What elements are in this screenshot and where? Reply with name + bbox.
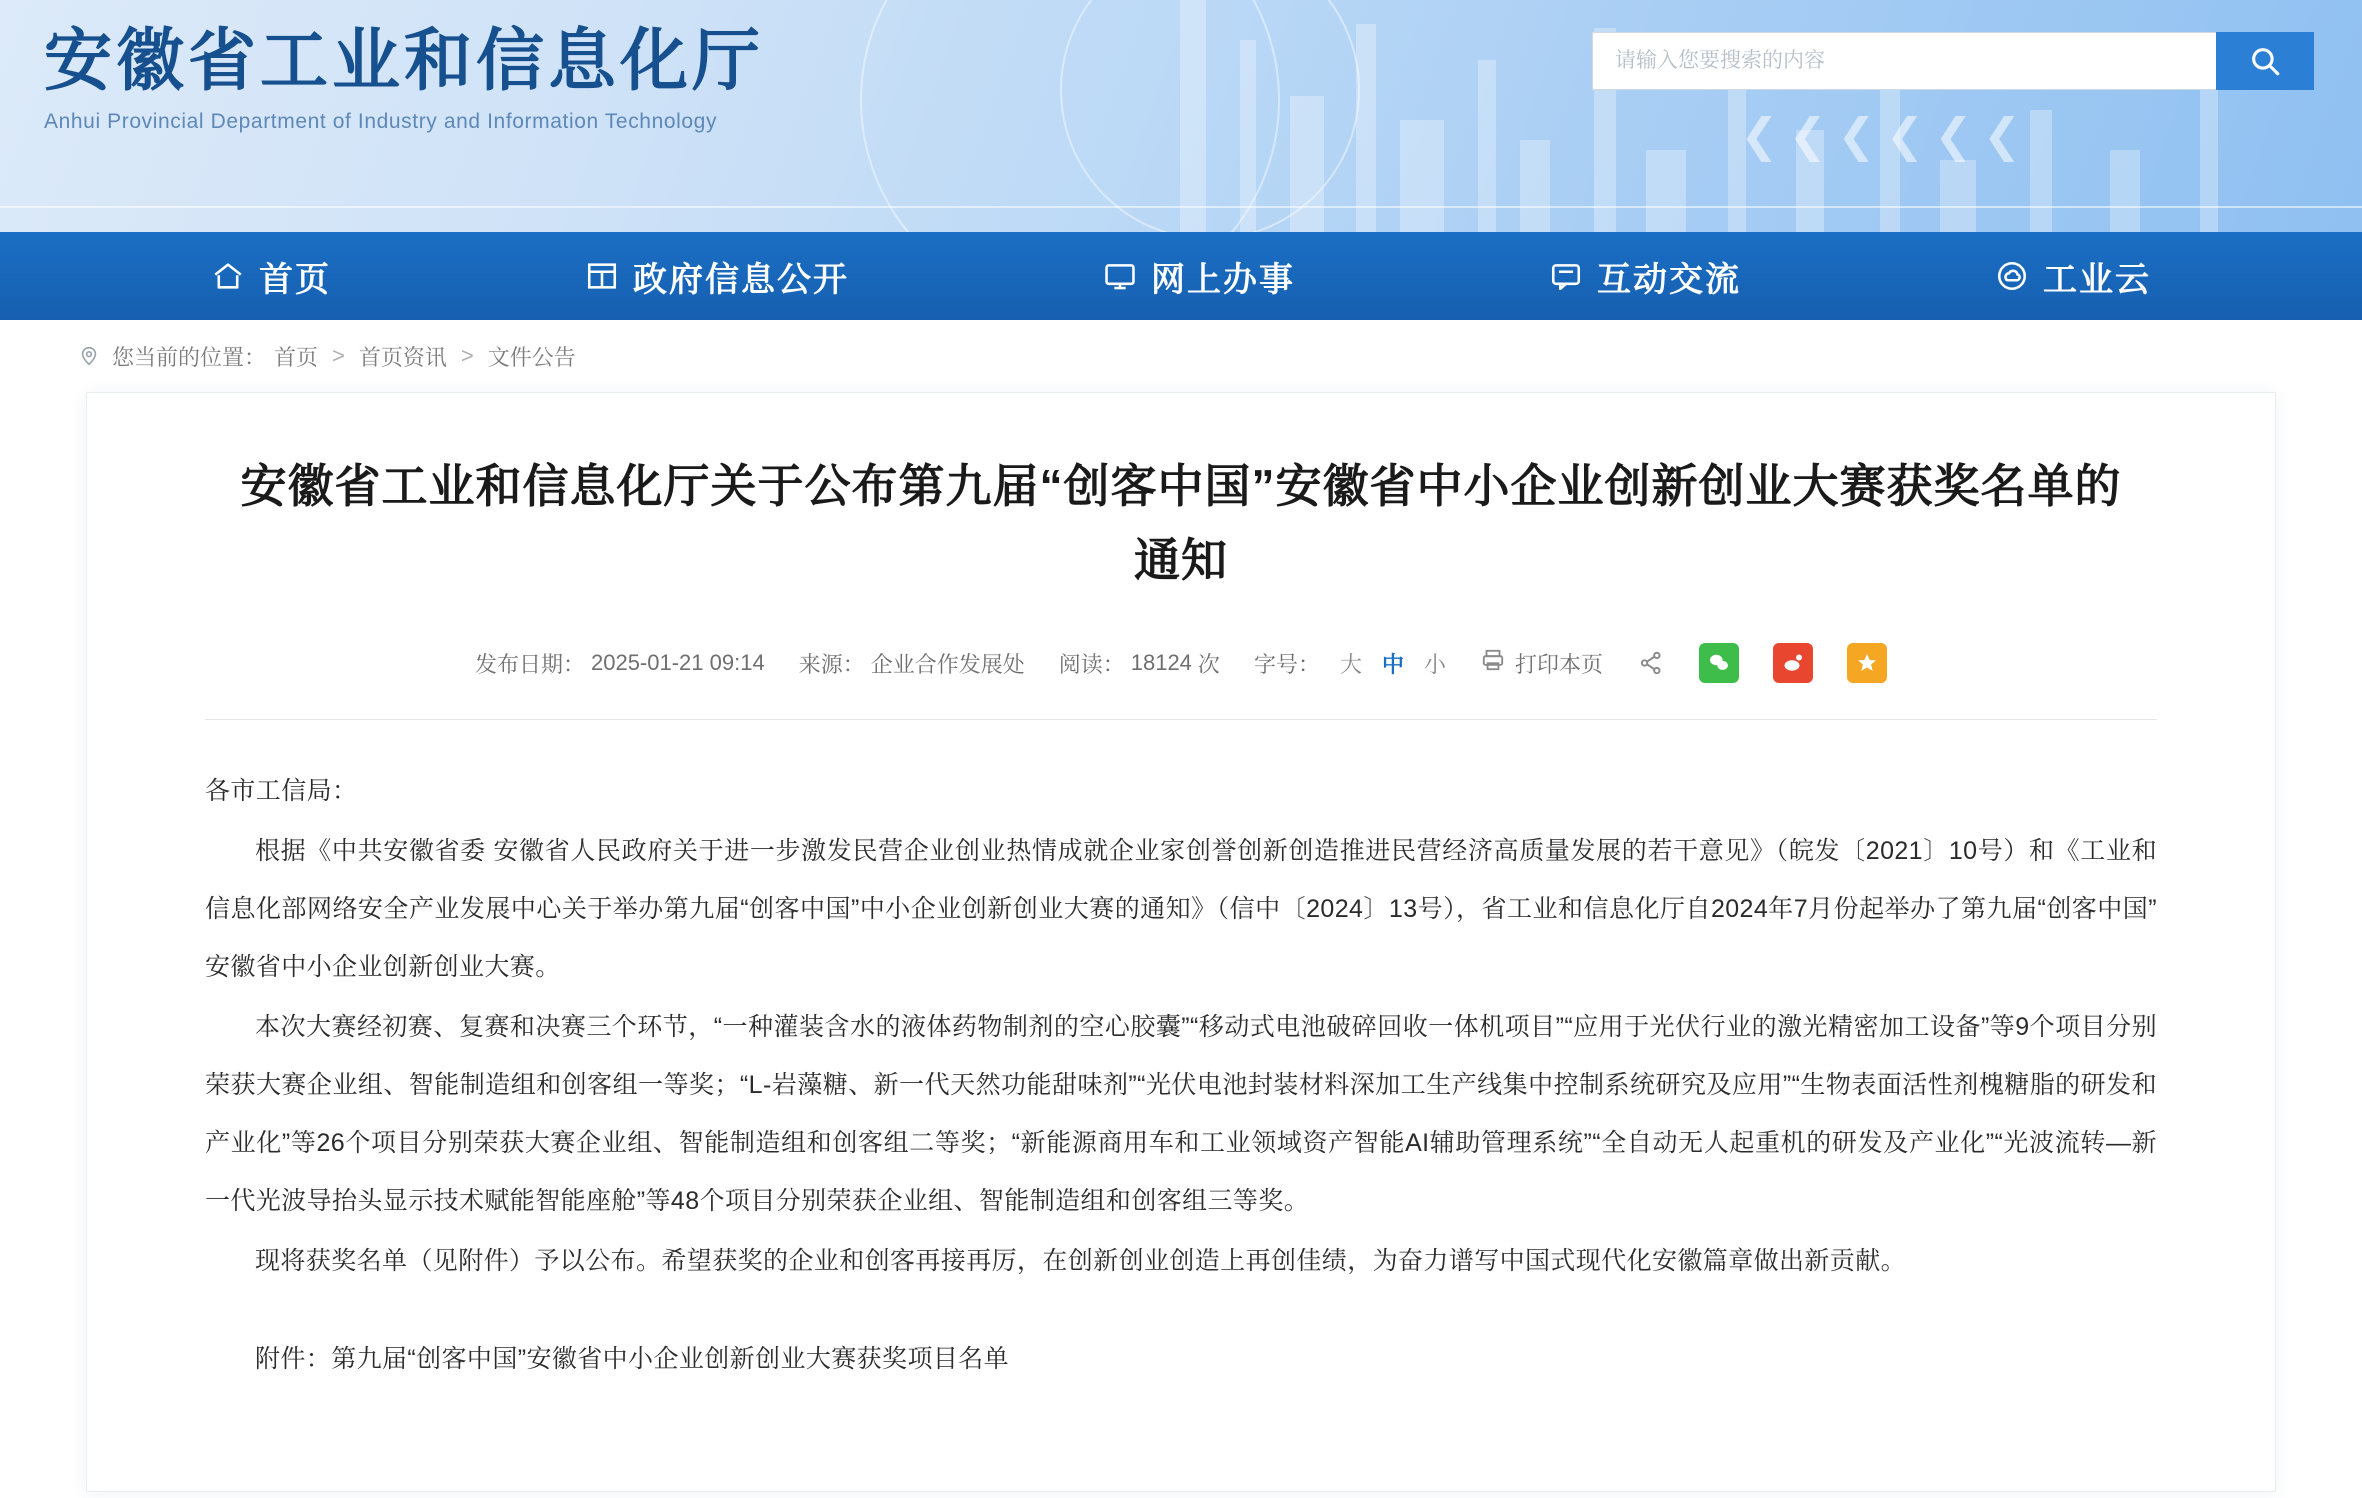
article-attachment: 附件：第九届“创客中国”安徽省中小企业创新创业大赛获奖项目名单: [255, 1345, 1010, 1373]
breadcrumb-item-home[interactable]: 首页: [274, 344, 319, 370]
publish-date-value: 2025-01-21 09:14: [590, 650, 765, 675]
site-title-en: Anhui Provincial Department of Industry and Information Technology: [44, 110, 718, 133]
breadcrumb-item-news[interactable]: 首页资讯: [358, 344, 447, 370]
search-icon: [2248, 44, 2282, 78]
source-label: 来源：: [798, 651, 865, 677]
nav-label-industry-cloud: 工业云: [2043, 260, 2151, 299]
article-paragraph-2: 本次大赛经初赛、复赛和决赛三个环节，“一种灌装含水的液体药物制剂的空心胶囊”“移动式电池破碎回收一体机项目”“应用于光伏行业的激光精密加工设备”等9个项目分别荣获大赛企业组、智能制造组和创客组一等奖；“L-岩藻糖、新一代天然功能甜味剂”“光伏电池封装材料深加工生产线集中控制系统研究及应用”“生物表面活性剂槐糖脂的研发和产业化”等26个项目分别荣获大赛企业组、智能制造组和创客组二等奖；“新能源商用车和工业领域资产智能AI辅助管理系统”“全自动无人起重机的研发及产业化”“光波流转—新一代光波导抬头显示技术赋能智能座舱”等48个项目分别荣获企业组、智能制造组和创客组三等奖。: [205, 1013, 2157, 1215]
breadcrumb: [78, 341, 576, 372]
weibo-icon[interactable]: [1773, 643, 1813, 683]
breadcrumb-item-documents[interactable]: 文件公告: [487, 344, 576, 370]
fontsize-medium[interactable]: 中: [1381, 651, 1404, 677]
nav-label-online-service: 网上办事: [1151, 260, 1295, 299]
article-meta: [205, 643, 2157, 683]
print-button[interactable]: [1480, 647, 1603, 679]
meta-divider: [205, 719, 2157, 720]
fontsize-label: 字号：: [1253, 651, 1320, 677]
breadcrumb-bar: [0, 320, 2362, 392]
nav-label-government-info: 政府信息公开: [633, 260, 849, 299]
page-title: 安徽省工业和信息化厅关于公布第九届“创客中国”安徽省中小企业创新创业大赛获奖名单的通知: [240, 460, 2122, 586]
search-input[interactable]: [1592, 32, 2216, 90]
monitor-icon: [1103, 259, 1137, 293]
nav-item-government-info[interactable]: [585, 252, 849, 301]
source-value: 企业合作发展处: [870, 651, 1025, 677]
share-dots-icon[interactable]: [1637, 649, 1665, 677]
wechat-icon[interactable]: [1699, 643, 1739, 683]
reads-label: 阅读：: [1058, 651, 1125, 677]
breadcrumb-separator-2: >: [460, 343, 474, 368]
article-body: [205, 762, 2157, 1388]
site-logo[interactable]: [44, 18, 764, 134]
article-paragraph-0: 各市工信局：: [205, 777, 358, 805]
grid-icon: [585, 259, 619, 293]
nav-label-home: 首页: [259, 260, 331, 299]
fontsize-small[interactable]: 小: [1423, 651, 1446, 677]
breadcrumb-separator-1: >: [332, 343, 345, 368]
location-pin-icon: [78, 345, 100, 367]
nav-item-online-service[interactable]: [1103, 252, 1295, 301]
publish-date-label: 发布日期：: [474, 651, 585, 677]
fontsize-large[interactable]: 大: [1339, 651, 1362, 677]
article-paragraph-3: 现将获奖名单（见附件）予以公布。希望获奖的企业和创客再接再厉，在创新创业创造上再创佳绩，为奋力谱写中国式现代化安徽篇章做出新贡献。: [255, 1247, 1907, 1275]
nav-item-home[interactable]: [211, 252, 331, 301]
nav-item-interaction[interactable]: [1549, 252, 1741, 301]
nav-item-industry-cloud[interactable]: [1995, 252, 2151, 301]
printer-icon: [1480, 647, 1506, 679]
fontsize-control: [1254, 648, 1446, 679]
reads-unit: 次: [1197, 651, 1220, 677]
reads-value: 18124: [1130, 650, 1192, 675]
search-button[interactable]: [2216, 32, 2314, 90]
site-title-cn: 安徽省工业和信息化厅: [44, 23, 765, 99]
qq-icon[interactable]: [1847, 643, 1887, 683]
header-decoration: ❮❮❮❮❮❮: [0, 0, 2362, 232]
article-paragraph-1: 根据《中共安徽省委 安徽省人民政府关于进一步激发民营企业创业热情成就企业家创誉创新创造推进民营经济高质量发展的若干意见》（皖发〔2021〕10号）和《工业和信息化部网络安全产业发展中心关于举办第九届“创客中国”中小企业创新创业大赛的通知》（信中〔2024〕13号），省工业和信息化厅自2024年7月份起举办了第九届“创客中国”安徽省中小企业创新创业大赛。: [205, 837, 2157, 981]
nav-label-interaction: 互动交流: [1597, 260, 1741, 299]
home-icon: [211, 259, 245, 293]
chat-icon: [1549, 259, 1583, 293]
article-card: [86, 392, 2276, 1492]
print-label: 打印本页: [1515, 651, 1604, 677]
breadcrumb-prefix: 您当前的位置：: [112, 344, 267, 370]
search-box[interactable]: [1592, 32, 2314, 90]
cloud-icon: [1995, 259, 2029, 293]
site-header: [0, 0, 2362, 232]
main-nav: [0, 232, 2362, 320]
